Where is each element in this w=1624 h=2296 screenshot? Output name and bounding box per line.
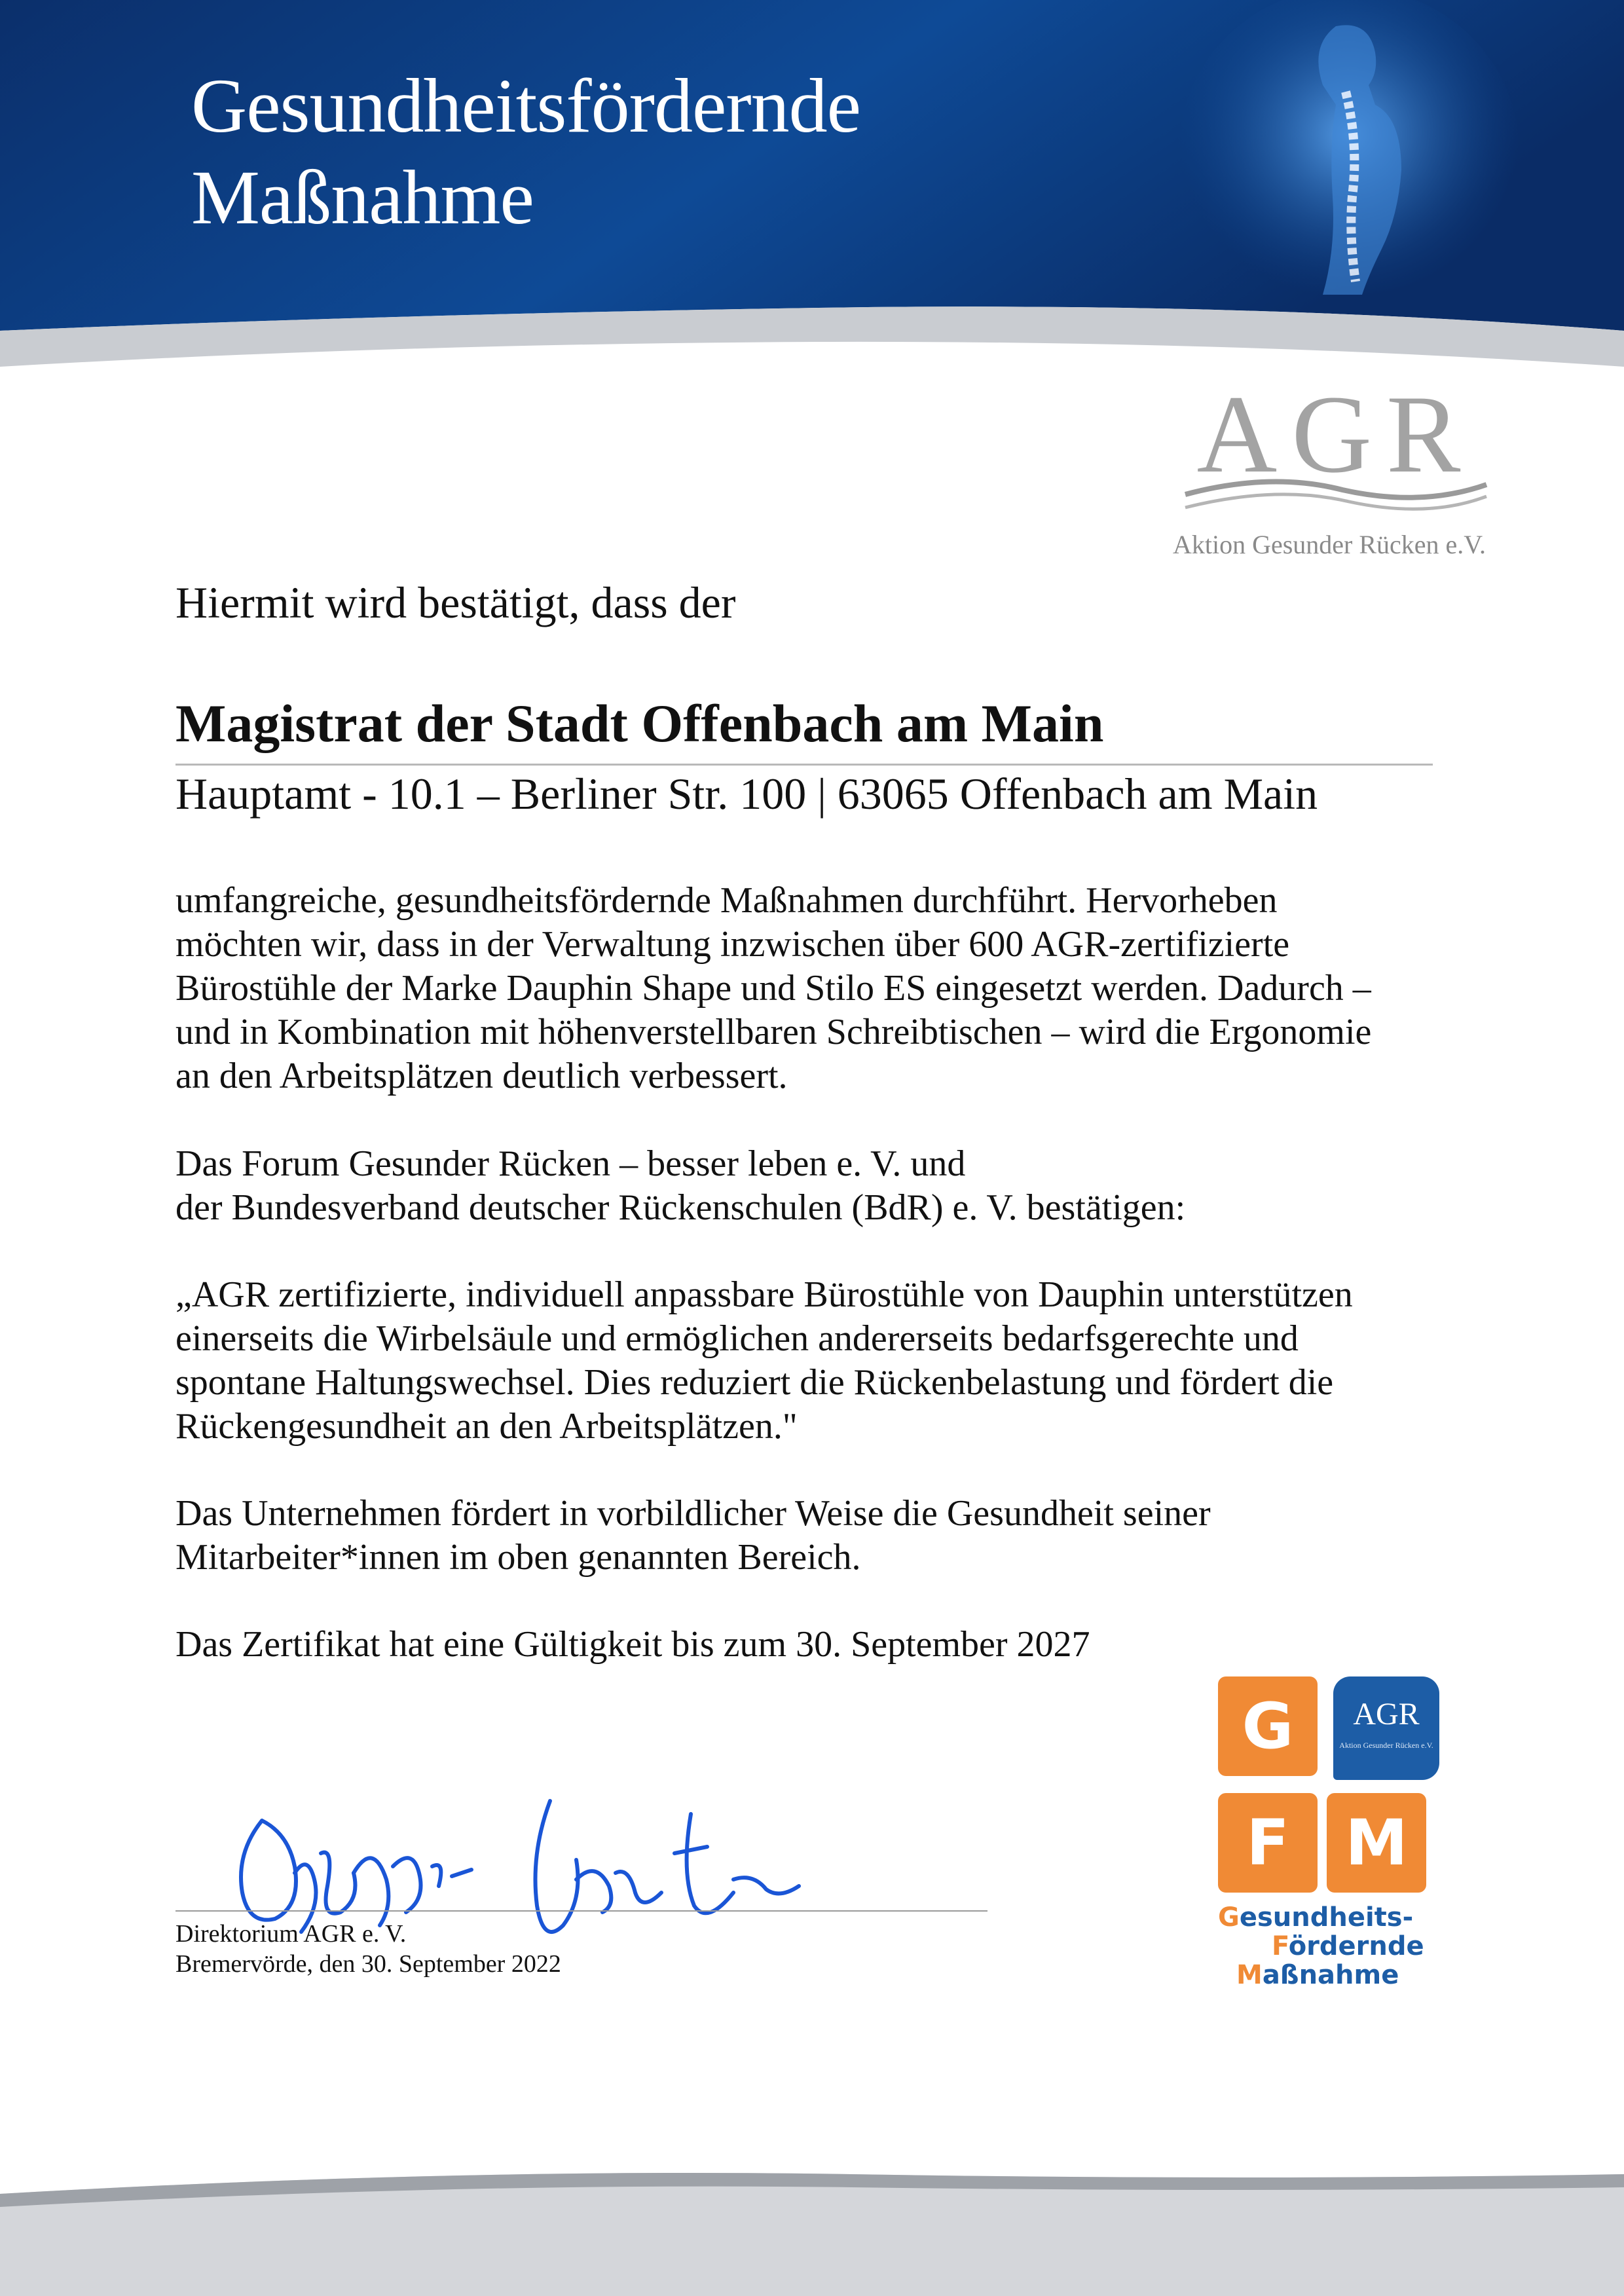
paragraph-line: Bürostühle der Marke Dauphin Shape und Stilo ES eingesetzt werden. Dadurch –: [175, 968, 1371, 1009]
header-title: [191, 60, 860, 244]
paragraph-line: Mitarbeiter*innen im oben genannten Bereich.: [175, 1537, 861, 1578]
gfm-caption-line: [1218, 1903, 1493, 1932]
paragraph-quote: [175, 1273, 1459, 1449]
paragraph-line: umfangreiche, gesundheitsfördernde Maßnahmen durchführt. Hervorheben: [175, 880, 1278, 921]
paragraph-line: an den Arbeitsplätzen deutlich verbessert.: [175, 1056, 788, 1096]
header-title-line2: Maßnahme: [191, 155, 534, 240]
validity-text: Das Zertifikat hat eine Gültigkeit bis zum 30. September 2027: [175, 1624, 1090, 1665]
paragraph-measures: [175, 879, 1459, 1098]
organization-address: Hauptamt - 10.1 – Berliner Str. 100 | 63065 Offenbach am Main: [175, 769, 1318, 819]
paragraph-line: Das Forum Gesunder Rücken – besser leben e. V. und: [175, 1143, 966, 1184]
paragraph-line: Rückengesundheit an den Arbeitsplätzen.": [175, 1406, 798, 1447]
badge-agr-subtitle: Aktion Gesunder Rücken e.V.: [1339, 1741, 1433, 1750]
signature-line: [175, 1910, 987, 1912]
gfm-badge: [1218, 1676, 1441, 1893]
gfm-caption-line: [1218, 1961, 1493, 1990]
signature-label: Direktorium AGR e. V.: [175, 1920, 407, 1948]
badge-tile-m: M: [1327, 1793, 1426, 1893]
signature-left: [241, 1821, 471, 1932]
paragraph-line: Das Unternehmen fördert in vorbildlicher Weise die Gesundheit seiner: [175, 1493, 1211, 1534]
paragraph-line: der Bundesverband deutscher Rückenschulen (BdR) e. V. bestätigen:: [175, 1187, 1186, 1228]
agr-tagline: Aktion Gesunder Rücken e.V.: [1172, 530, 1486, 559]
caption-initial: F: [1272, 1931, 1289, 1961]
paragraph-line: möchten wir, dass in der Verwaltung inzwischen über 600 AGR-zertifizierte: [175, 924, 1290, 965]
signature-place-date: Bremervörde, den 30. September 2022: [175, 1950, 561, 1978]
badge-tile-g: G: [1218, 1676, 1318, 1776]
badge-tile-f: F: [1218, 1793, 1318, 1893]
caption-rest: ördernde: [1288, 1931, 1424, 1961]
paragraph-associations: [175, 1142, 1459, 1230]
signature-right: [536, 1801, 800, 1932]
caption-rest: aßnahme: [1262, 1960, 1399, 1990]
gfm-caption: [1218, 1903, 1493, 1990]
footer-wave: [0, 2155, 1624, 2296]
badge-tile-agr: [1333, 1676, 1439, 1780]
paragraph-line: spontane Haltungswechsel. Dies reduziert die Rückenbelastung und fördert die: [175, 1362, 1334, 1403]
badge-agr-text: AGR: [1353, 1697, 1420, 1731]
organization-name: Magistrat der Stadt Offenbach am Main: [175, 694, 1104, 753]
caption-rest: esundheits-: [1239, 1902, 1414, 1933]
header-title-line1: Gesundheitsfördernde: [191, 63, 861, 149]
paragraph-line: und in Kombination mit höhenverstellbaren Schreibtischen – wird die Ergonomie: [175, 1012, 1372, 1052]
paragraph-line: „AGR zertifizierte, individuell anpassbare Bürostühle von Dauphin unterstützen: [175, 1274, 1353, 1315]
intro-text: Hiermit wird bestätigt, dass der: [175, 578, 736, 627]
organization-divider: [175, 764, 1433, 766]
paragraph-line: einerseits die Wirbelsäule und ermöglichen andererseits bedarfsgerechte und: [175, 1318, 1299, 1359]
caption-initial: G: [1218, 1902, 1240, 1933]
caption-initial: M: [1236, 1960, 1263, 1990]
paragraph-company: [175, 1492, 1459, 1580]
gfm-caption-line: [1218, 1932, 1493, 1961]
agr-logo-text: AGR: [1196, 373, 1475, 496]
